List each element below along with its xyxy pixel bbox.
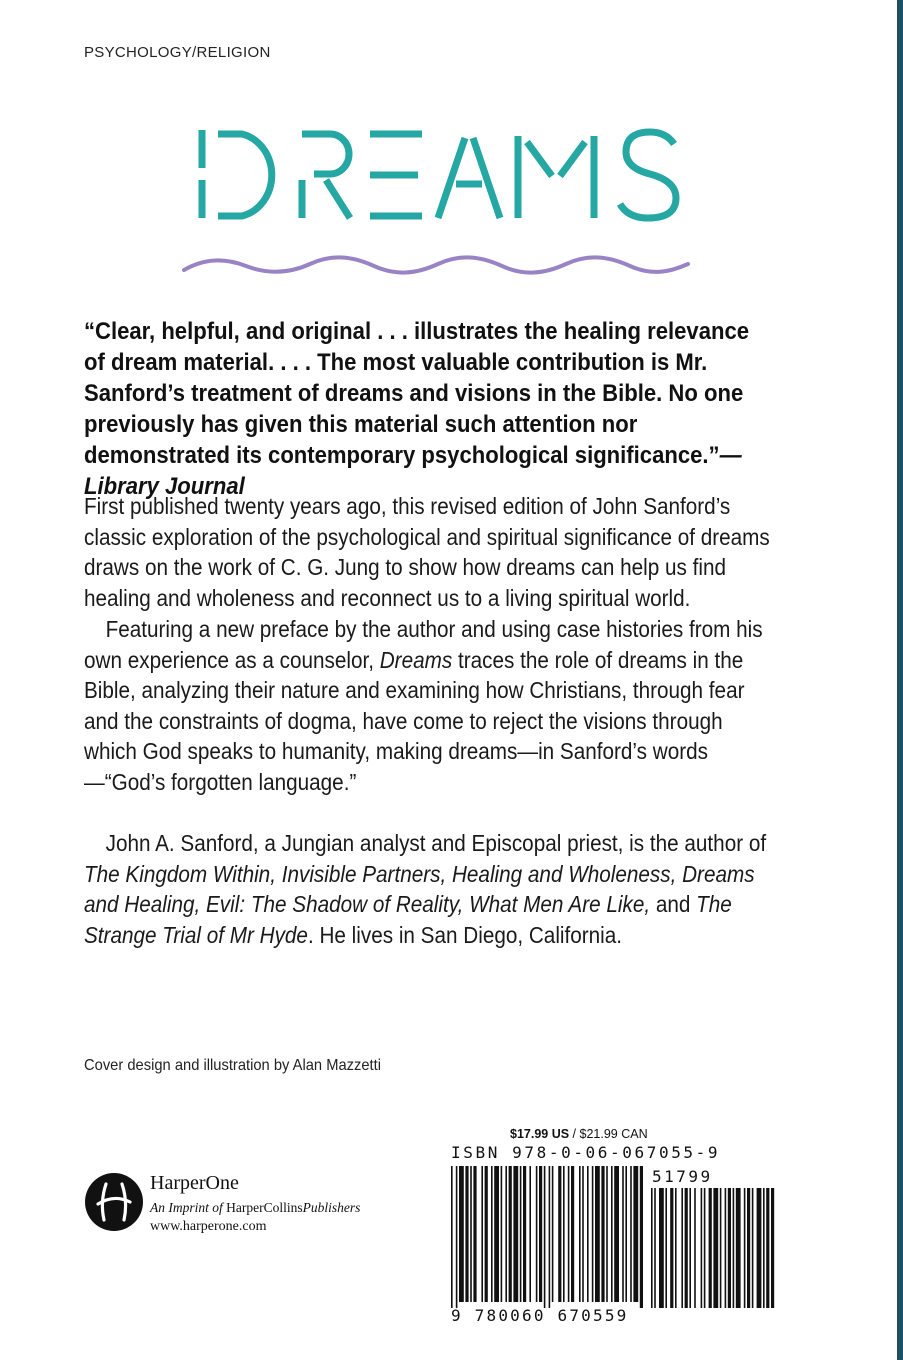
barcode-addon-bar <box>747 1188 750 1308</box>
price-label: $17.99 US / $21.99 CAN <box>510 1127 648 1141</box>
barcode-bar <box>520 1166 522 1302</box>
barcode-addon-bar <box>675 1188 677 1308</box>
isbn-text: ISBN 978-0-06-067055-9 <box>451 1143 721 1162</box>
barcode-bar <box>523 1166 526 1302</box>
barcode-bar <box>536 1166 538 1302</box>
barcode-bar <box>509 1166 512 1302</box>
barcode-bar <box>630 1166 632 1302</box>
barcode-bar <box>491 1166 493 1302</box>
barcode-addon-bar <box>728 1188 731 1308</box>
barcode-bar <box>481 1166 483 1302</box>
barcode-addon-bar <box>713 1188 718 1308</box>
barcode-addon-bar <box>766 1188 769 1308</box>
barcode-bar <box>501 1166 503 1302</box>
cover-credit: Cover design and illustration by Alan Mazzetti <box>84 1057 382 1074</box>
barcode-bar <box>544 1166 546 1308</box>
barcode-bar <box>549 1166 551 1308</box>
barcode-addon-bar <box>670 1188 673 1308</box>
barcode-addon-bar <box>744 1188 746 1308</box>
barcode-bar <box>552 1166 554 1302</box>
quote-source: —Library Journal <box>84 442 742 500</box>
barcode-bar <box>625 1166 627 1302</box>
barcode-addon-digits: 51799 <box>652 1167 713 1186</box>
barcode-addon-bar <box>689 1188 691 1308</box>
barcode-bar <box>465 1166 468 1302</box>
barcode-bar <box>451 1166 453 1308</box>
barcode-addon-bar <box>659 1188 664 1308</box>
barcode-addon-bar <box>665 1188 667 1308</box>
ean-barcode <box>451 1166 777 1308</box>
barcode-bar <box>640 1166 643 1308</box>
barcode-bar <box>633 1166 638 1302</box>
harperone-logo-icon <box>84 1172 144 1232</box>
barcode-addon-bar <box>704 1188 706 1308</box>
barcode-bar <box>485 1166 488 1302</box>
quote-text: “Clear, helpful, and original . . . illustrates the healing relevance of dream material. . . . The most valuable contribution is Mr. Sanford’s treatment of dreams and visions in the Bible. No one previously has given this material such attention nor demonstrated its contemporary psychological significance.” <box>84 318 750 469</box>
barcode-bar <box>539 1166 542 1302</box>
barcode-bar <box>505 1166 507 1302</box>
barcode-addon-bar <box>763 1188 765 1308</box>
barcode-addon-bar <box>681 1188 683 1308</box>
barcode-bar <box>587 1166 589 1302</box>
barcode-addon-bar <box>651 1188 653 1308</box>
barcode-addon-bar <box>725 1188 727 1308</box>
category-label: PSYCHOLOGY/RELIGION <box>84 44 271 61</box>
barcode-bar <box>568 1166 570 1302</box>
barcode-addon-bar <box>720 1188 722 1308</box>
title-dreams-logo <box>180 118 700 228</box>
barcode-bar <box>558 1166 561 1302</box>
barcode-bar <box>571 1166 574 1302</box>
barcode-bar <box>529 1166 531 1302</box>
barcode-addon-bar <box>654 1188 656 1308</box>
spine-edge-strip <box>897 0 903 1360</box>
author-bio: John A. Sanford, a Jungian analyst and Episcopal priest, is the author of The Kingdom Within, Invisible Partners, Healing and Wholeness, Dreams and Healing, Evil: The Shadow of Reality, What Men Are Like, and The Strange Trial of Mr Hyde. He lives in San Diego, California. <box>84 830 767 948</box>
barcode-bar <box>592 1166 594 1302</box>
author-books-list: The Kingdom Within, Invisible Partners, Healing and Wholeness, Dreams and Healing, Evil: The Shadow of Reality, What Men Are Like, <box>84 860 755 917</box>
barcode-addon-bar <box>736 1188 741 1308</box>
review-quote <box>84 316 756 502</box>
publisher-imprint: An Imprint of HarperCollinsPublishers <box>150 1200 361 1215</box>
barcode-bar <box>470 1166 472 1302</box>
barcode-bar <box>459 1166 464 1302</box>
barcode-bar <box>601 1166 604 1302</box>
barcode-bar <box>614 1166 619 1302</box>
publisher-url: www.harperone.com <box>150 1219 267 1234</box>
author-last-book: The Strange Trial of Mr Hyde <box>84 891 732 948</box>
description-paragraph-1: First published twenty years ago, this revised edition of John Sanford’s classic exploration of the psychological and spiritual significance of dreams draws on the work of C. G. Jung to show how dreams can help us find healing and wholeness and reconnect us to a living spiritual world. <box>84 493 770 611</box>
barcode-bar <box>579 1166 581 1302</box>
barcode-addon-bar <box>771 1188 774 1308</box>
barcode-bar <box>456 1166 458 1308</box>
barcode-digits: 9 780060 670559 <box>451 1306 629 1325</box>
publisher-name: HarperOne <box>150 1172 239 1194</box>
barcode-addon-bar <box>701 1188 703 1308</box>
barcode-addon-bar <box>709 1188 712 1308</box>
barcode-addon-bar <box>733 1188 735 1308</box>
barcode-bar <box>494 1166 499 1302</box>
barcode-addon-bar <box>685 1188 688 1308</box>
barcode-bar <box>611 1166 613 1302</box>
barcode-bar <box>622 1166 624 1302</box>
barcode-bar <box>513 1166 518 1302</box>
wave-divider <box>180 252 692 280</box>
description-paragraph-2: Featuring a new preface by the author and using case histories from his own experience as a counselor, Dreams traces the role of dreams in the Bible, analyzing their nature and examining how Christians, through fear and the constraints of dogma, have come to reject the visions through which God speaks to humanity, making dreams—in Sanford’s words—“God’s forgotten language.” <box>84 616 763 795</box>
book-title-dreams: Dreams <box>379 646 453 673</box>
barcode-addon-bar <box>757 1188 762 1308</box>
barcode-bar <box>473 1166 476 1302</box>
barcode-addon-bar <box>752 1188 754 1308</box>
barcode-addon-bar <box>694 1188 696 1308</box>
barcode-bar <box>595 1166 600 1302</box>
barcode-bar <box>582 1166 584 1302</box>
barcode-bar <box>563 1166 565 1302</box>
barcode-bar <box>606 1166 608 1302</box>
